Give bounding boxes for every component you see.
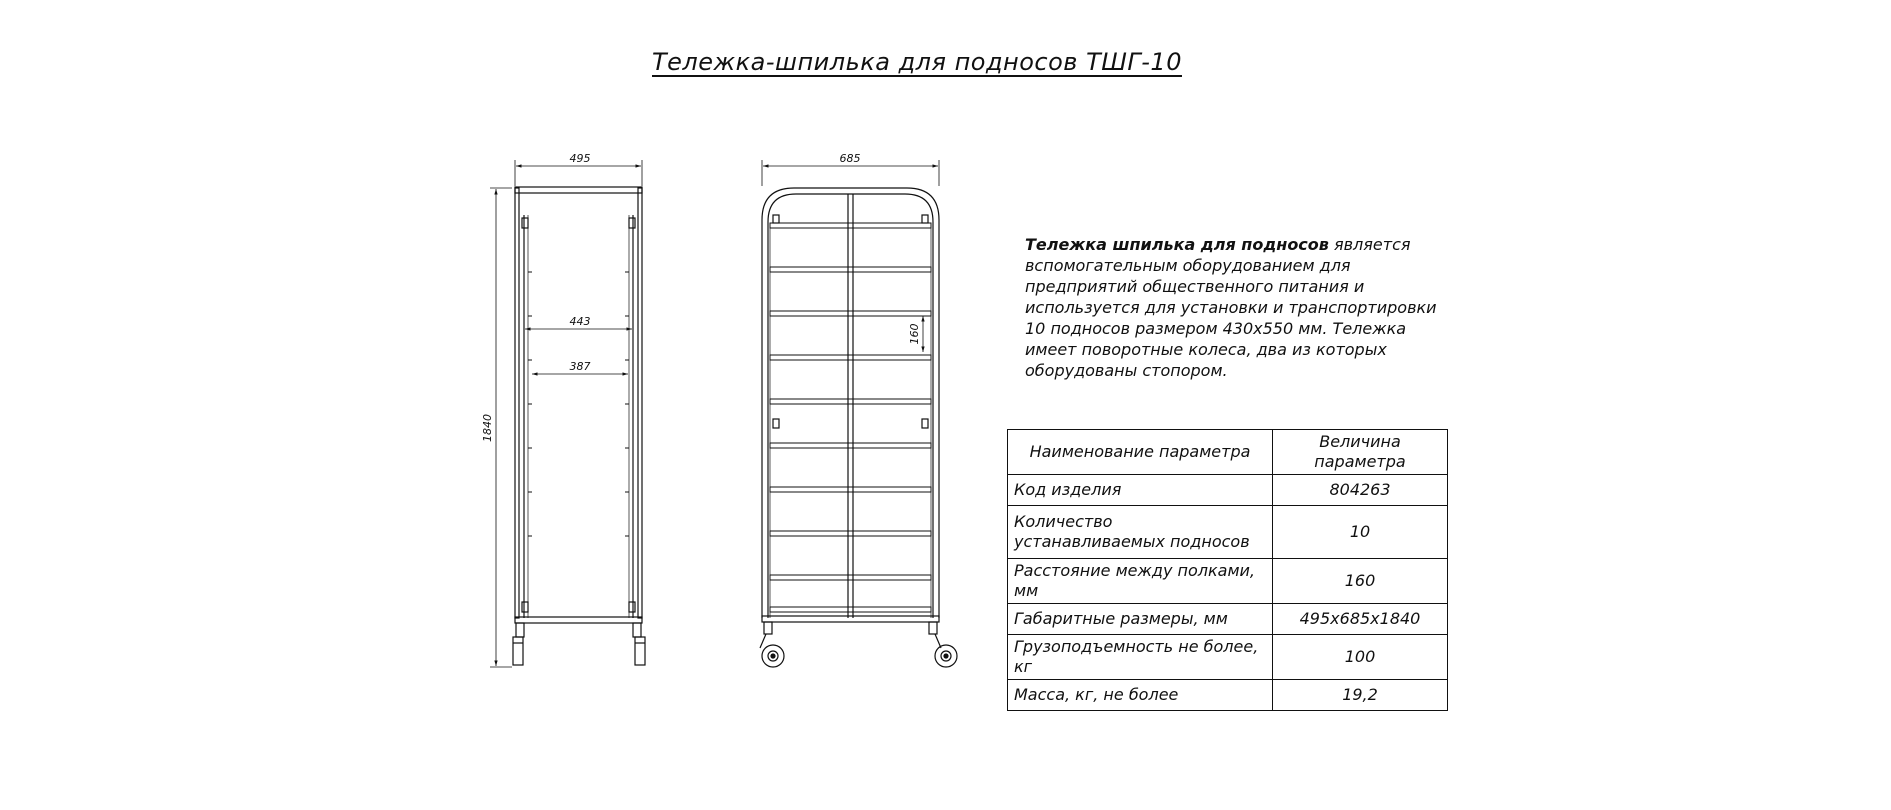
param-name: Код изделия — [1008, 475, 1273, 506]
table-row — [1008, 559, 1448, 604]
table-row — [1008, 604, 1448, 635]
dim-inner-443: 443 — [569, 315, 591, 328]
side-view — [513, 187, 645, 665]
param-name: Грузоподъемность не более, кг — [1008, 635, 1273, 680]
description-text: является вспомогательным оборудованием для предприятий общественного питания и используется для установки и транспортировки 10 подносов размером 430х550 мм. Тележка имеет поворотные колеса, два из которых оборудованы стопором. — [1025, 235, 1437, 380]
param-name: Габаритные размеры, мм — [1008, 604, 1273, 635]
dim-front-width: 685 — [839, 152, 861, 165]
side-dimensions — [490, 160, 642, 667]
param-name: Расстояние между полками, мм — [1008, 559, 1273, 604]
dim-side-width: 495 — [569, 152, 591, 165]
description-bold: Тележка шпилька для подносов — [1025, 235, 1329, 254]
table-row — [1008, 475, 1448, 506]
param-name: Количество устанавливаемых подносов — [1008, 506, 1273, 559]
param-name: Масса, кг, не более — [1008, 680, 1273, 711]
param-value: 10 — [1273, 506, 1448, 559]
dim-inner-387: 387 — [569, 360, 591, 373]
param-value: 100 — [1273, 635, 1448, 680]
dim-height: 1840 — [481, 414, 494, 442]
front-view — [760, 188, 957, 667]
parameters-table — [1007, 429, 1448, 711]
table-header-row — [1008, 430, 1448, 475]
param-value: 495х685х1840 — [1273, 604, 1448, 635]
param-value: 160 — [1273, 559, 1448, 604]
param-value: 19,2 — [1273, 680, 1448, 711]
table-row — [1008, 680, 1448, 711]
param-value: 804263 — [1273, 475, 1448, 506]
table-row — [1008, 506, 1448, 559]
table-header-name: Наименование параметра — [1008, 430, 1273, 475]
table-header-value: Величина параметра — [1273, 430, 1448, 475]
table-row — [1008, 635, 1448, 680]
dim-shelf-pitch: 160 — [908, 323, 921, 345]
description — [1025, 234, 1455, 381]
drawing-title: Тележка-шпилька для подносов ТШГ-10 — [652, 48, 1182, 76]
